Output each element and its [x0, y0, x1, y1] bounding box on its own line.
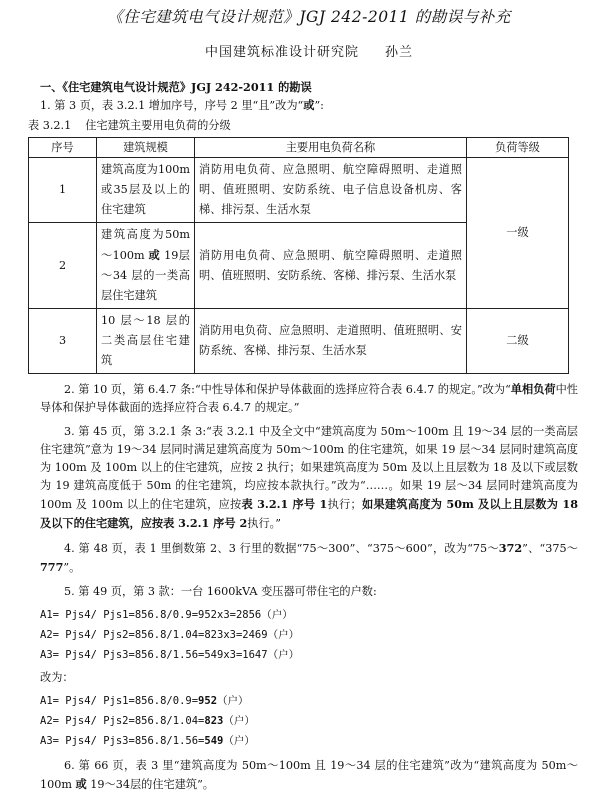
erratum-item-6: 6. 第 66 页，表 3 里“建筑高度为 50m～100m 且 19～34 层的住宅建筑”改为“建筑高度为 50m～100m 或 19～34层的住宅建筑”。: [40, 759, 578, 791]
calc-line: A2= Pjs4/ Pjs2=856.8/1.04=823（户）: [40, 715, 255, 727]
row-level: 二级: [467, 309, 569, 374]
author-line: [40, 44, 578, 62]
erratum-item-4: 4. 第 48 页，表 1 里倒数第 2、3 行里的数据“75～300”、“375～600”，改为“75～372”、“375～777”。: [40, 541, 578, 574]
header-scale: 建筑规模: [97, 138, 195, 158]
calc-line: A2= Pjs4/ Pjs2=856.8/1.04=823x3=2469（户）: [40, 629, 300, 641]
header-no: 序号: [29, 138, 97, 158]
header-level: 负荷等级: [467, 138, 569, 158]
author-org: 中国建筑标准设计研究院: [204, 45, 359, 60]
row-scale: 建筑高度为100m或35层及以上的住宅建筑: [97, 158, 195, 223]
erratum-item-2: 2. 第 10 页，第 6.4.7 条:“中性导体和保护导体截面的选择应符合表 6.4.7 的规定。”改为“单相负荷中性导体和保护导体截面的选择应符合表 6.4.7 的规定。”: [40, 382, 578, 414]
document-page: [0, 6, 600, 791]
table-caption: [28, 117, 578, 135]
change-label: 改为：: [40, 671, 74, 684]
author-name: 孙兰: [385, 45, 414, 60]
row-no: 2: [29, 223, 97, 309]
table-row: [29, 158, 569, 223]
row-loads: 消防用电负荷、应急照明、航空障碍照明、走道照明、值班照明、安防系统、电子信息设备机房、客梯、排污泵、生活水泵: [195, 158, 467, 223]
document-title: 《住宅建筑电气设计规范》JGJ 242-2011 的勘误与补充: [107, 8, 511, 26]
load-classification-table: [28, 137, 569, 374]
erratum-item-5: 5. 第 49 页，第 3 款：一台 1600kVA 变压器可带住宅的户数:: [64, 585, 377, 598]
calc-line: A1= Pjs4/ Pjs1=856.8/0.9=952x3=2856（户）: [40, 609, 293, 621]
row-loads: 消防用电负荷、应急照明、走道照明、值班照明、安防系统、客梯、排污泵、生活水泵: [195, 309, 467, 374]
calc-line: A3= Pjs4/ Pjs3=856.8/1.56=549x3=1647（户）: [40, 649, 300, 661]
erratum-item-3: 3. 第 45 页，第 3.2.1 条 3:“表 3.2.1 中及全文中“建筑高度为 50m～100m 且 19～34 层的一类高层住宅建筑”意为 19～34 层同时满足建筑高度为 50m～100m 的住宅建筑，如果 19 层～34 层同时建筑高度为 100m 及 100m 以上的住宅建筑，应按 2 执行；如果建筑高度为 50m 及以上且层数为 18 及以下或层数为 19 建筑高度低于 50m 的住宅建筑，均应按本款执行。”改为“……。如果 19 层～34 层同时建筑高度为 100m 及 100m 以上的住宅建筑，应按表 3.2.1 序号 1执行；如果建筑高度为 50m 及以上且层数为 18 及以下的住宅建筑，应按表 3.2.1 序号 2执行。”: [40, 425, 578, 530]
calc-before: [40, 605, 578, 665]
row-loads: 消防用电负荷、应急照明、航空障碍照明、走道照明、值班照明、安防系统、客梯、排污泵、生活水泵: [195, 223, 467, 309]
table-caption-text: 住宅建筑主要用电负荷的分级: [85, 119, 231, 132]
row-level-merged: 一级: [467, 158, 569, 309]
table-row: [29, 309, 569, 374]
section-heading: 一、《住宅建筑电气设计规范》JGJ 242-2011 的勘误: [40, 80, 312, 94]
row-scale: 建筑高度为50m～100m 或 19层～34 层的一类高层住宅建筑: [97, 223, 195, 309]
erratum-item-1: 1. 第 3 页，表 3.2.1 增加序号，序号 2 里“且”改为“或”:: [40, 98, 324, 112]
calc-after: [40, 691, 578, 751]
table-header-row: [29, 138, 569, 158]
calc-line: A1= Pjs4/ Pjs1=856.8/0.9=952（户）: [40, 695, 249, 707]
row-no: 3: [29, 309, 97, 374]
table-caption-id: 表 3.2.1: [28, 119, 72, 132]
calc-line: A3= Pjs4/ Pjs3=856.8/1.56=549（户）: [40, 735, 255, 747]
header-loads: 主要用电负荷名称: [195, 138, 467, 158]
row-scale: 10 层～18 层的二类高层住宅建筑: [97, 309, 195, 374]
row-no: 1: [29, 158, 97, 223]
